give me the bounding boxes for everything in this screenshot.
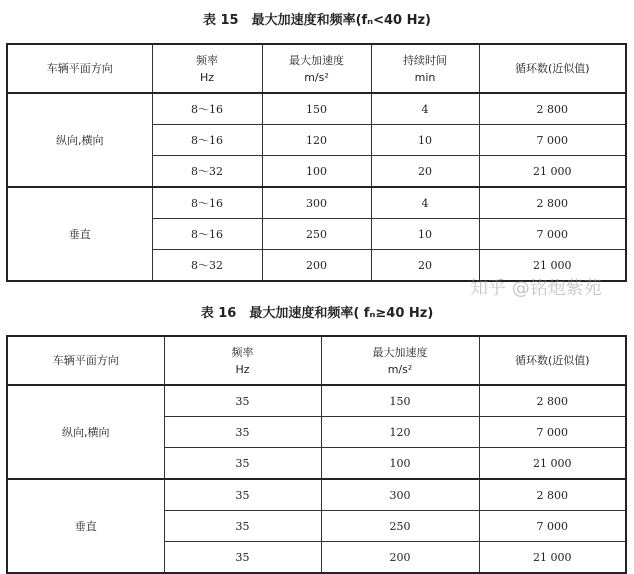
direction-cell: 垂直 xyxy=(7,479,164,573)
direction-cell: 纵向,横向 xyxy=(7,385,164,479)
table-cell: 35 xyxy=(164,479,321,511)
table-cell: 20 xyxy=(371,250,479,282)
direction-cell: 纵向,横向 xyxy=(7,93,152,187)
header-text: 循环数(近似值) xyxy=(514,354,590,367)
table-cell: 200 xyxy=(262,250,371,282)
table-cell: 7 000 xyxy=(479,125,626,156)
header-text: min xyxy=(414,70,436,84)
table-cell: 21 000 xyxy=(479,156,626,188)
table-16-title: 表 16 最大加速度和频率( fₙ≥40 Hz) xyxy=(200,306,434,321)
table-cell: 250 xyxy=(262,219,371,250)
table-cell: 4 xyxy=(371,187,479,219)
column-header xyxy=(371,44,479,93)
table-cell: 2 800 xyxy=(479,385,626,417)
header-text: 频率 xyxy=(231,345,254,359)
table-cell: 20 xyxy=(371,156,479,188)
table-cell: 200 xyxy=(321,542,479,574)
column-header xyxy=(479,44,626,93)
table-cell: 300 xyxy=(321,479,479,511)
header-text: Hz xyxy=(235,362,250,376)
table-cell: 7 000 xyxy=(479,511,626,542)
column-header xyxy=(321,336,479,385)
table-cell: 100 xyxy=(262,156,371,188)
table-cell: 7 000 xyxy=(479,219,626,250)
header-text: Hz xyxy=(199,70,215,84)
column-header xyxy=(262,44,371,93)
header-text: m/s² xyxy=(304,70,329,84)
table-row xyxy=(7,479,626,511)
table-16 xyxy=(6,335,627,574)
watermark: 知乎 @铭炮紫苑 xyxy=(470,278,602,299)
table-cell: 35 xyxy=(164,417,321,448)
table-cell: 300 xyxy=(262,187,371,219)
table-cell: 35 xyxy=(164,385,321,417)
header-text: 最大加速度 xyxy=(289,53,344,67)
table-cell: 21 000 xyxy=(479,448,626,480)
header-text: m/s² xyxy=(387,362,413,376)
table-cell: 100 xyxy=(321,448,479,480)
column-header xyxy=(7,44,152,93)
table-cell: 250 xyxy=(321,511,479,542)
table-cell: 150 xyxy=(321,385,479,417)
table-cell: 2 800 xyxy=(479,93,626,125)
table-cell: 35 xyxy=(164,542,321,574)
table-cell: 8～16 xyxy=(152,219,262,250)
table-cell: 2 800 xyxy=(479,187,626,219)
table-cell: 10 xyxy=(371,125,479,156)
table-cell: 35 xyxy=(164,511,321,542)
table-row xyxy=(7,187,626,219)
table-row xyxy=(7,93,626,125)
table-cell: 8～16 xyxy=(152,187,262,219)
table-cell: 35 xyxy=(164,448,321,480)
column-header xyxy=(7,336,164,385)
table-15-title: 表 15 最大加速度和频率(fₙ<40 Hz) xyxy=(202,13,432,28)
header-text: 车辆平面方向 xyxy=(46,62,113,75)
table-cell: 150 xyxy=(262,93,371,125)
header-text: 持续时间 xyxy=(403,53,447,67)
table-cell: 10 xyxy=(371,219,479,250)
table-cell: 8～32 xyxy=(152,250,262,282)
table-cell: 120 xyxy=(262,125,371,156)
column-header xyxy=(152,44,262,93)
header-text: 频率 xyxy=(196,53,218,67)
table-cell: 2 800 xyxy=(479,479,626,511)
table-cell: 120 xyxy=(321,417,479,448)
table-cell: 7 000 xyxy=(479,417,626,448)
table-cell: 8～32 xyxy=(152,156,262,188)
header-text: 循环数(近似值) xyxy=(514,62,590,75)
table-cell: 8～16 xyxy=(152,125,262,156)
header-row xyxy=(7,336,626,385)
header-text: 车辆平面方向 xyxy=(52,354,119,367)
table-row xyxy=(7,385,626,417)
header-text: 最大加速度 xyxy=(372,345,428,359)
table-cell: 21 000 xyxy=(479,542,626,574)
column-header xyxy=(479,336,626,385)
header-row xyxy=(7,44,626,93)
table-cell: 21 000 xyxy=(479,250,626,282)
direction-cell: 垂直 xyxy=(7,187,152,281)
table-15 xyxy=(6,43,627,282)
table-cell: 8～16 xyxy=(152,93,262,125)
table-cell: 4 xyxy=(371,93,479,125)
column-header xyxy=(164,336,321,385)
